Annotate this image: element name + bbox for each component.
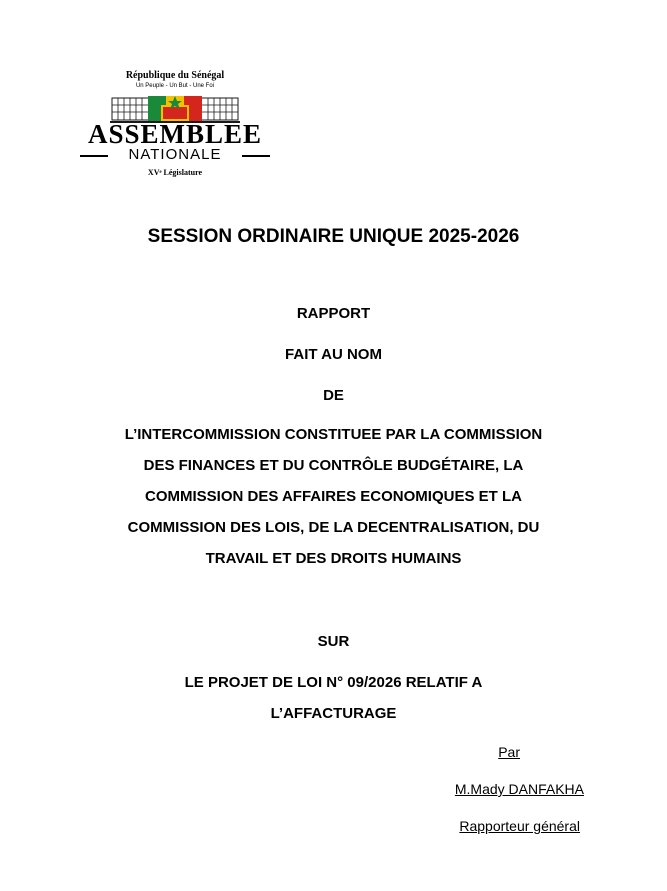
assemblee-nationale-logo	[70, 70, 280, 185]
intercommission-line-5: TRAVAIL ET DES DROITS HUMAINS	[205, 550, 462, 567]
projet-line-1: LE PROJET DE LOI N° 09/2026 RELATIF A	[184, 674, 483, 691]
fait-au-nom-heading: FAIT AU NOM	[285, 346, 382, 363]
logo-legislature: XVᵉ Législature	[147, 168, 203, 177]
projet-line-2: L’AFFACTURAGE	[270, 705, 397, 722]
de-heading: DE	[323, 387, 344, 404]
rapport-heading: RAPPORT	[296, 305, 371, 322]
logo-name-assemblee: ASSEMBLEE	[87, 119, 263, 149]
intercommission-line-2: DES FINANCES ET DU CONTRÔLE BUDGÉTAIRE, LA	[143, 457, 524, 474]
intercommission-line-4: COMMISSION DES LOIS, DE LA DECENTRALISATION, DU	[127, 519, 540, 536]
rapporteur-name: M.Mady DANFAKHA	[454, 781, 584, 797]
sur-heading: SUR	[317, 633, 350, 650]
par-label: Par	[498, 744, 520, 760]
logo-country: République du Sénégal	[125, 70, 225, 81]
intercommission-line-1: L’INTERCOMMISSION CONSTITUEE PAR LA COMMISSION	[124, 426, 543, 443]
intercommission-line-3: COMMISSION DES AFFAIRES ECONOMIQUES ET LA	[145, 488, 522, 505]
logo-motto: Un Peuple - Un But - Une Foi	[135, 83, 215, 89]
session-title: SESSION ORDINAIRE UNIQUE 2025-2026	[147, 226, 520, 247]
logo-name-nationale: NATIONALE	[128, 146, 222, 163]
rapporteur-role: Rapporteur général	[459, 818, 580, 834]
logo-rule-right	[242, 155, 270, 157]
